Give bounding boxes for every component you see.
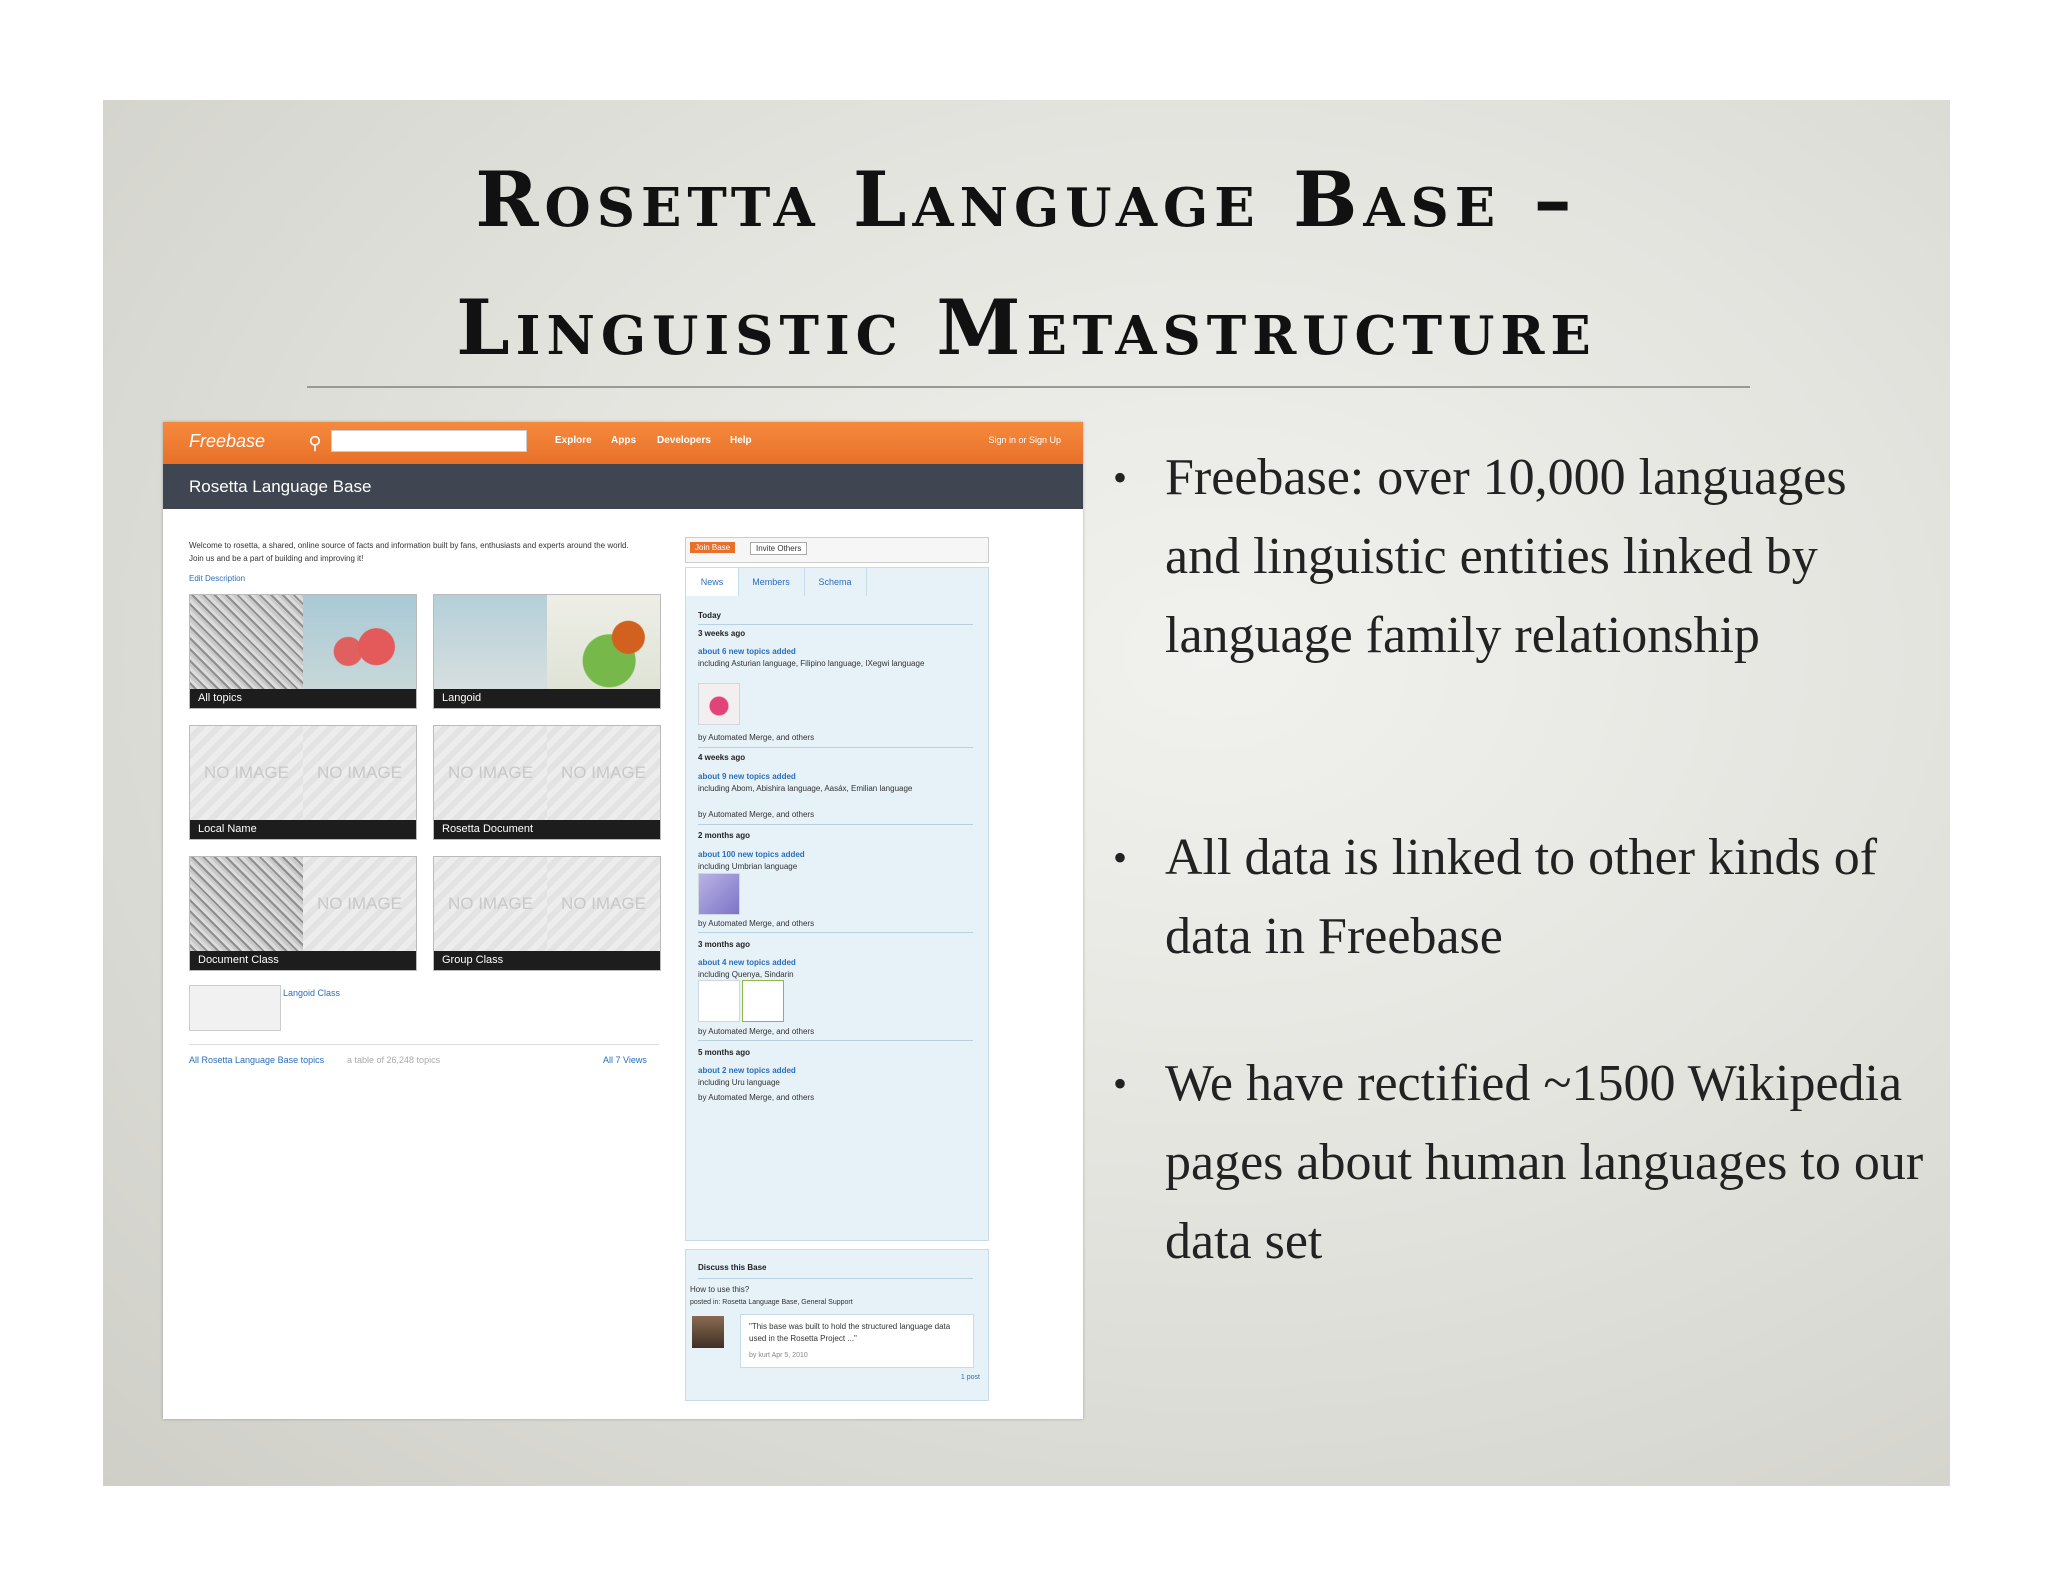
feed-thumbnail[interactable] (698, 980, 740, 1022)
search-icon[interactable]: ⚲ (308, 433, 322, 453)
langoid-class-link[interactable]: Langoid Class (283, 988, 341, 998)
no-image-placeholder: NO IMAGE (547, 857, 660, 951)
feed-detail: including Quenya, Sindarin (698, 970, 794, 979)
tile-all-topics[interactable] (189, 594, 417, 709)
divider (698, 747, 973, 748)
feed-item (698, 957, 973, 981)
no-image-placeholder: NO IMAGE (547, 726, 660, 820)
feed-detail: including Abom, Abishira language, Aasáx, Emilian language (698, 784, 913, 793)
feed-byline: by Automated Merge, and others (698, 1027, 815, 1036)
nav-developers[interactable]: Developers (657, 435, 711, 446)
base-description: Welcome to rosetta, a shared, online source of facts and information built by fans, enthusiasts and experts around the world. Join us and be a part of building and improving it! (189, 541, 629, 563)
no-image-placeholder: NO IMAGE (434, 857, 547, 951)
no-image-placeholder: NO IMAGE (190, 726, 303, 820)
feed-thumbnail[interactable] (698, 683, 740, 725)
discuss-quote-box (740, 1314, 974, 1368)
tab-news[interactable]: News (686, 568, 739, 596)
discuss-author: by kurt Apr 5, 2010 (749, 1352, 808, 1359)
map-image (190, 595, 303, 689)
discuss-posted: posted in: Rosetta Language Base, General Support (690, 1299, 853, 1306)
feed-detail: including Uru language (698, 1078, 780, 1087)
langoid-class-thumb[interactable] (189, 985, 281, 1031)
edit-description-link[interactable]: Edit Description (189, 574, 246, 583)
nav-explore[interactable]: Explore (555, 435, 592, 446)
bullet-dot: • (1113, 835, 1128, 880)
map-image (547, 595, 660, 689)
divider (189, 1044, 659, 1045)
slide (103, 100, 1950, 1486)
discuss-title: Discuss this Base (698, 1263, 767, 1272)
feed-when: 3 months ago (698, 940, 751, 949)
slide-title-line-2: Linguistic Metastructure (456, 283, 1597, 372)
map-image (190, 857, 303, 951)
bullet-text: All data is linked to other kinds of data in Freebase (1165, 829, 1878, 965)
feed-byline: by Automated Merge, and others (698, 810, 815, 819)
no-image-placeholder: NO IMAGE (303, 726, 416, 820)
feed-headline[interactable]: about 100 new topics added (698, 850, 805, 859)
divider (698, 624, 973, 625)
divider (698, 1040, 973, 1041)
bullet-text: Freebase: over 10,000 languages and linguistic entities linked by language family relationship (1165, 449, 1847, 664)
feed-item (698, 646, 973, 670)
base-title: Rosetta Language Base (189, 477, 372, 496)
tile-group-class[interactable] (433, 856, 661, 971)
no-image-placeholder: NO IMAGE (434, 726, 547, 820)
tab-members[interactable]: Members (738, 568, 805, 596)
freebase-logo[interactable]: Freebase (189, 431, 266, 451)
feed-when: Today (698, 611, 721, 620)
base-title-bar (163, 464, 1083, 509)
nav-help[interactable]: Help (730, 435, 752, 446)
invite-others-button[interactable]: Invite Others (750, 542, 807, 555)
tile-label: Group Class (434, 951, 660, 970)
discuss-quote: "This base was built to hold the structured language data used in the Rosetta Project ..." (749, 1322, 951, 1343)
feed-headline[interactable]: about 6 new topics added (698, 647, 796, 656)
feed-thumbnail[interactable] (698, 873, 740, 915)
sign-in-link[interactable]: Sign in or Sign Up (988, 435, 1061, 445)
title-divider (307, 386, 1750, 388)
feed-detail: including Umbrian language (698, 862, 798, 871)
tile-local-name[interactable] (189, 725, 417, 840)
tile-label: Document Class (190, 951, 416, 970)
feed-when: 2 months ago (698, 831, 751, 840)
tile-langoid[interactable] (433, 594, 661, 709)
tile-label: Rosetta Document (434, 820, 660, 839)
divider (698, 1278, 973, 1279)
freebase-screenshot (163, 422, 1083, 1419)
bullet-dot: • (1113, 455, 1128, 500)
tile-rosetta-document[interactable] (433, 725, 661, 840)
all-topics-count: a table of 26,248 topics (347, 1055, 441, 1065)
feed-item (698, 849, 973, 873)
feed-headline[interactable]: about 4 new topics added (698, 958, 796, 967)
map-image (434, 595, 547, 689)
feed-thumbnail[interactable] (742, 980, 784, 1022)
tile-label: Local Name (190, 820, 416, 839)
post-count[interactable]: 1 post (960, 1374, 980, 1381)
divider (698, 824, 973, 825)
avatar[interactable] (692, 1316, 724, 1348)
feed-item (698, 1065, 973, 1089)
bullet-dot: • (1113, 1061, 1128, 1106)
base-actions (685, 537, 989, 563)
feed-byline: by Automated Merge, and others (698, 1093, 815, 1102)
join-base-button[interactable]: Join Base (690, 542, 735, 553)
tile-label: All topics (190, 689, 416, 708)
bullet-text: We have rectified ~1500 Wikipedia pages about human languages to our data set (1165, 1055, 1924, 1270)
no-image-placeholder: NO IMAGE (303, 857, 416, 951)
feed-when: 4 weeks ago (698, 753, 746, 762)
freebase-header (163, 422, 1083, 464)
divider (698, 932, 973, 933)
feed-byline: by Automated Merge, and others (698, 733, 815, 742)
tab-schema[interactable]: Schema (804, 568, 867, 596)
tile-label: Langoid (434, 689, 660, 708)
map-image (303, 595, 416, 689)
discuss-panel (685, 1249, 989, 1401)
tile-document-class[interactable] (189, 856, 417, 971)
search-input[interactable] (331, 430, 527, 452)
news-panel (685, 567, 989, 1241)
feed-when: 5 months ago (698, 1048, 751, 1057)
all-topics-link[interactable]: All Rosetta Language Base topics (189, 1055, 325, 1065)
feed-headline[interactable]: about 2 new topics added (698, 1066, 796, 1075)
feed-detail: including Asturian language, Filipino language, IXegwi language (698, 659, 925, 668)
discuss-link[interactable]: How to use this? (690, 1285, 750, 1294)
slide-title-line-1: Rosetta Language Base – (475, 155, 1578, 244)
feed-headline[interactable]: about 9 new topics added (698, 772, 796, 781)
all-views-link[interactable]: All 7 Views (603, 1055, 647, 1065)
feed-item (698, 771, 973, 795)
feed-byline: by Automated Merge, and others (698, 919, 815, 928)
nav-apps[interactable]: Apps (611, 435, 636, 446)
feed-when: 3 weeks ago (698, 629, 746, 638)
